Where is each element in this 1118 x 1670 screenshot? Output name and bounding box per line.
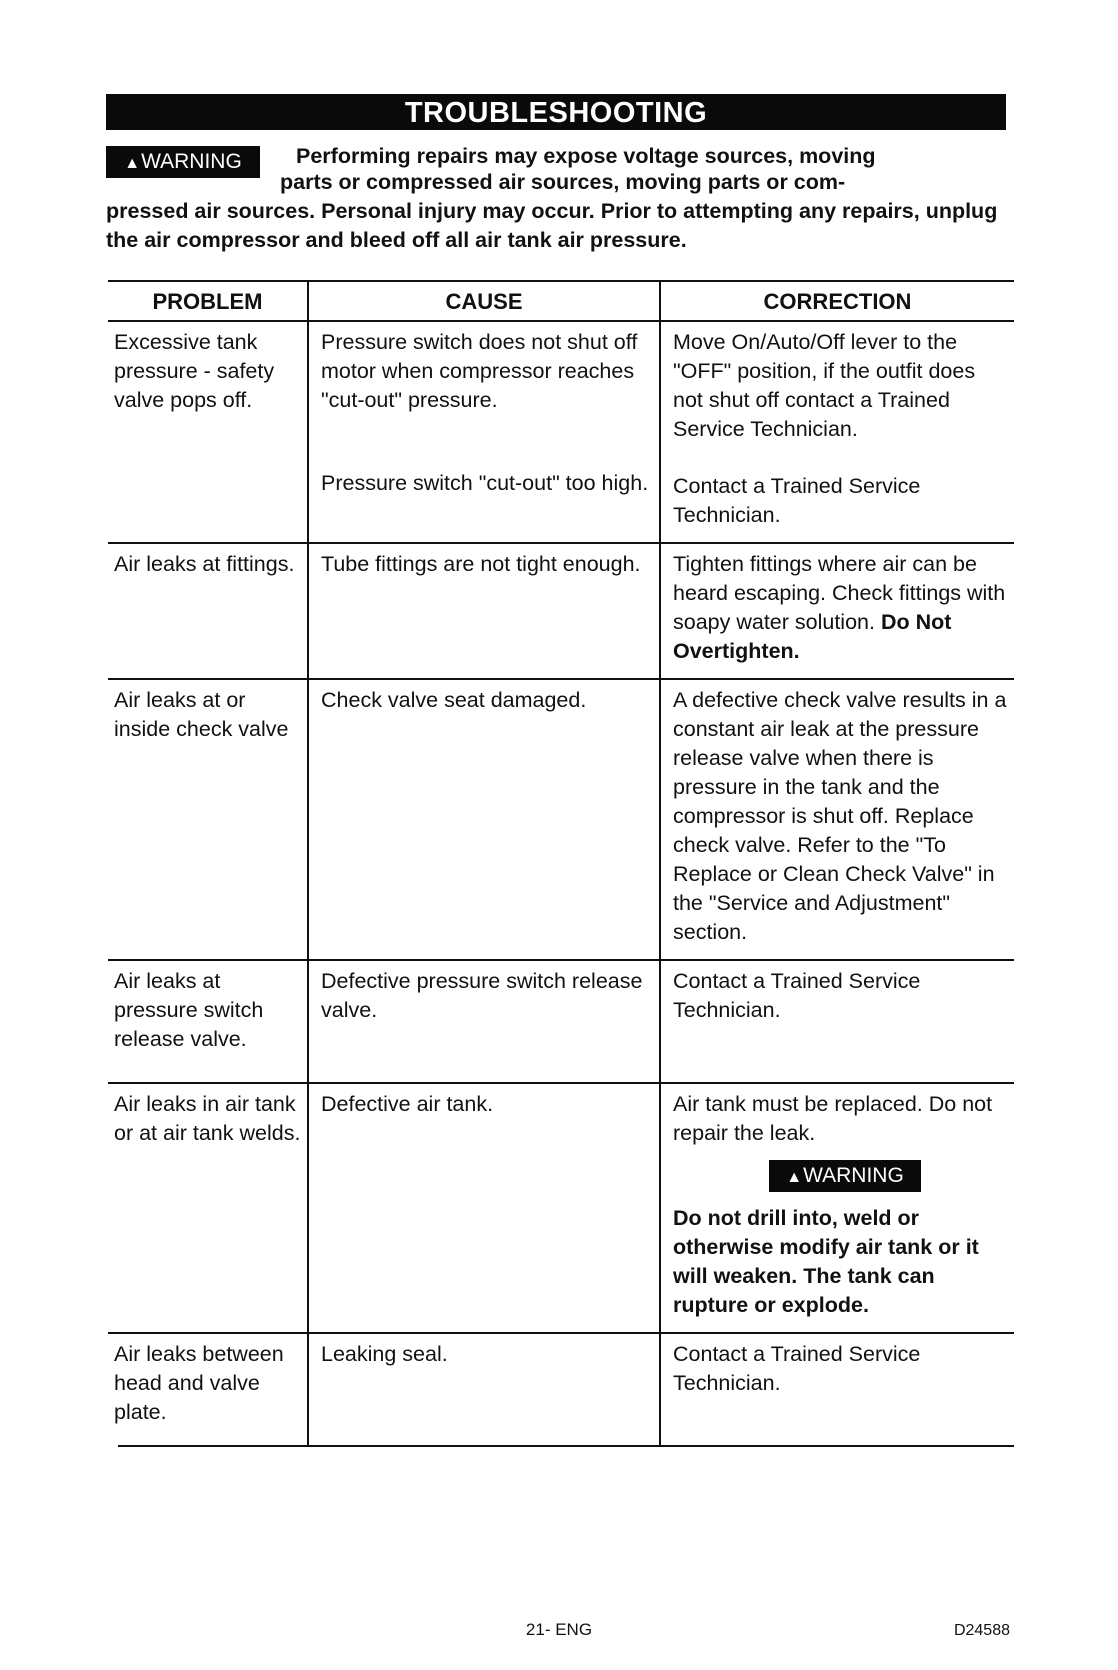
table-row [108,1083,1014,1333]
correction-text: Move On/Auto/Off lever to the "OFF" position, if the outfit does not shut off contact a Trained Service Technician. [673,330,976,441]
header-problem: PROBLEM [108,281,308,321]
cause-text: Pressure switch does not shut off motor when compressor reaches "cut-out" pressure. [321,330,638,412]
table-bottom-rule [118,1445,1014,1447]
problem-text: Air leaks at fittings. [114,552,295,576]
problem-text: Air leaks between head and valve plate. [114,1342,284,1424]
cause-text: Check valve seat damaged. [321,688,587,712]
correction-text: Contact a Trained Service Technician. [673,474,921,527]
document-code: D24588 [953,1622,1010,1639]
correction-cell [660,679,1014,960]
cause-text: Leaking seal. [321,1342,448,1366]
problem-cell [108,321,308,543]
cause-cell [308,960,660,1083]
page-title-banner: TROUBLESHOOTING [106,94,1006,130]
table-row [108,321,1014,543]
problem-cell [108,543,308,679]
correction-cell [660,321,1014,543]
cause-text: Pressure switch "cut-out" too high. [321,471,649,495]
cause-cell [308,543,660,679]
correction-text: A defective check valve results in a constant air leak at the pressure release valve when there is pressure in the tank and the compressor is shut off. Replace check valve. Refer to the "To Replace or Clean Check Valve" in the "Service and Adjustment" section. [673,688,1007,944]
cause-cell [308,321,660,543]
correction-text: Air tank must be replaced. Do not repair the leak. [673,1092,993,1145]
warning-notice-tail: pressed air sources. Personal injury may occur. Prior to attempting any repairs, unplug the air compressor and bleed off all air tank air pressure. [106,199,998,252]
table-row [108,679,1014,960]
warning-notice-rest: parts or compressed air sources, moving parts or com- [280,170,846,194]
table-row [108,1333,1014,1445]
warning-notice-line1: Performing repairs may expose voltage sources, moving [296,144,876,168]
problem-text: Air leaks at pressure switch release valve. [114,969,264,1051]
cause-cell [308,1083,660,1333]
problem-cell [108,1083,308,1333]
warning-text: Do not drill into, weld or otherwise modify air tank or it will weaken. The tank can rupture or explode. [673,1206,979,1317]
inline-warning [769,1160,921,1192]
correction-cell [660,1083,1014,1333]
header-cause: CAUSE [308,281,660,321]
problem-cell [108,1333,308,1445]
troubleshooting-table [108,281,1014,1445]
warning-notice [106,142,1006,255]
table-row [108,960,1014,1083]
correction-cell [660,1333,1014,1445]
cause-text: Defective air tank. [321,1092,494,1116]
warning-badge [769,1160,921,1192]
cause-text: Tube fittings are not tight enough. [321,552,641,576]
problem-text: Air leaks at or inside check valve [114,688,289,741]
warning-badge-label: WARNING [141,150,242,173]
table-header-row [108,281,1014,321]
warning-triangle-icon: ▲ [124,155,141,172]
header-correction: CORRECTION [660,281,1014,321]
warning-triangle-icon: ▲ [786,1169,803,1186]
warning-badge-label: WARNING [803,1164,904,1187]
cause-cell [308,1333,660,1445]
problem-text: Excessive tank pressure - safety valve pops off. [114,330,275,412]
cause-text: Defective pressure switch release valve. [321,969,643,1022]
cause-cell [308,679,660,960]
problem-text: Air leaks in air tank or at air tank welds. [114,1092,301,1145]
page-number: 21- ENG [525,1620,593,1639]
correction-bold-text: Do Not Overtighten. [673,610,952,663]
correction-cell [660,543,1014,679]
correction-text: Tighten fittings where air can be heard escaping. Check fittings with soapy water solution. [673,552,1006,634]
correction-cell [660,960,1014,1083]
problem-cell [108,960,308,1083]
table-row [108,543,1014,679]
problem-cell [108,679,308,960]
correction-text: Contact a Trained Service Technician. [673,969,921,1022]
correction-text: Contact a Trained Service Technician. [673,1342,921,1395]
